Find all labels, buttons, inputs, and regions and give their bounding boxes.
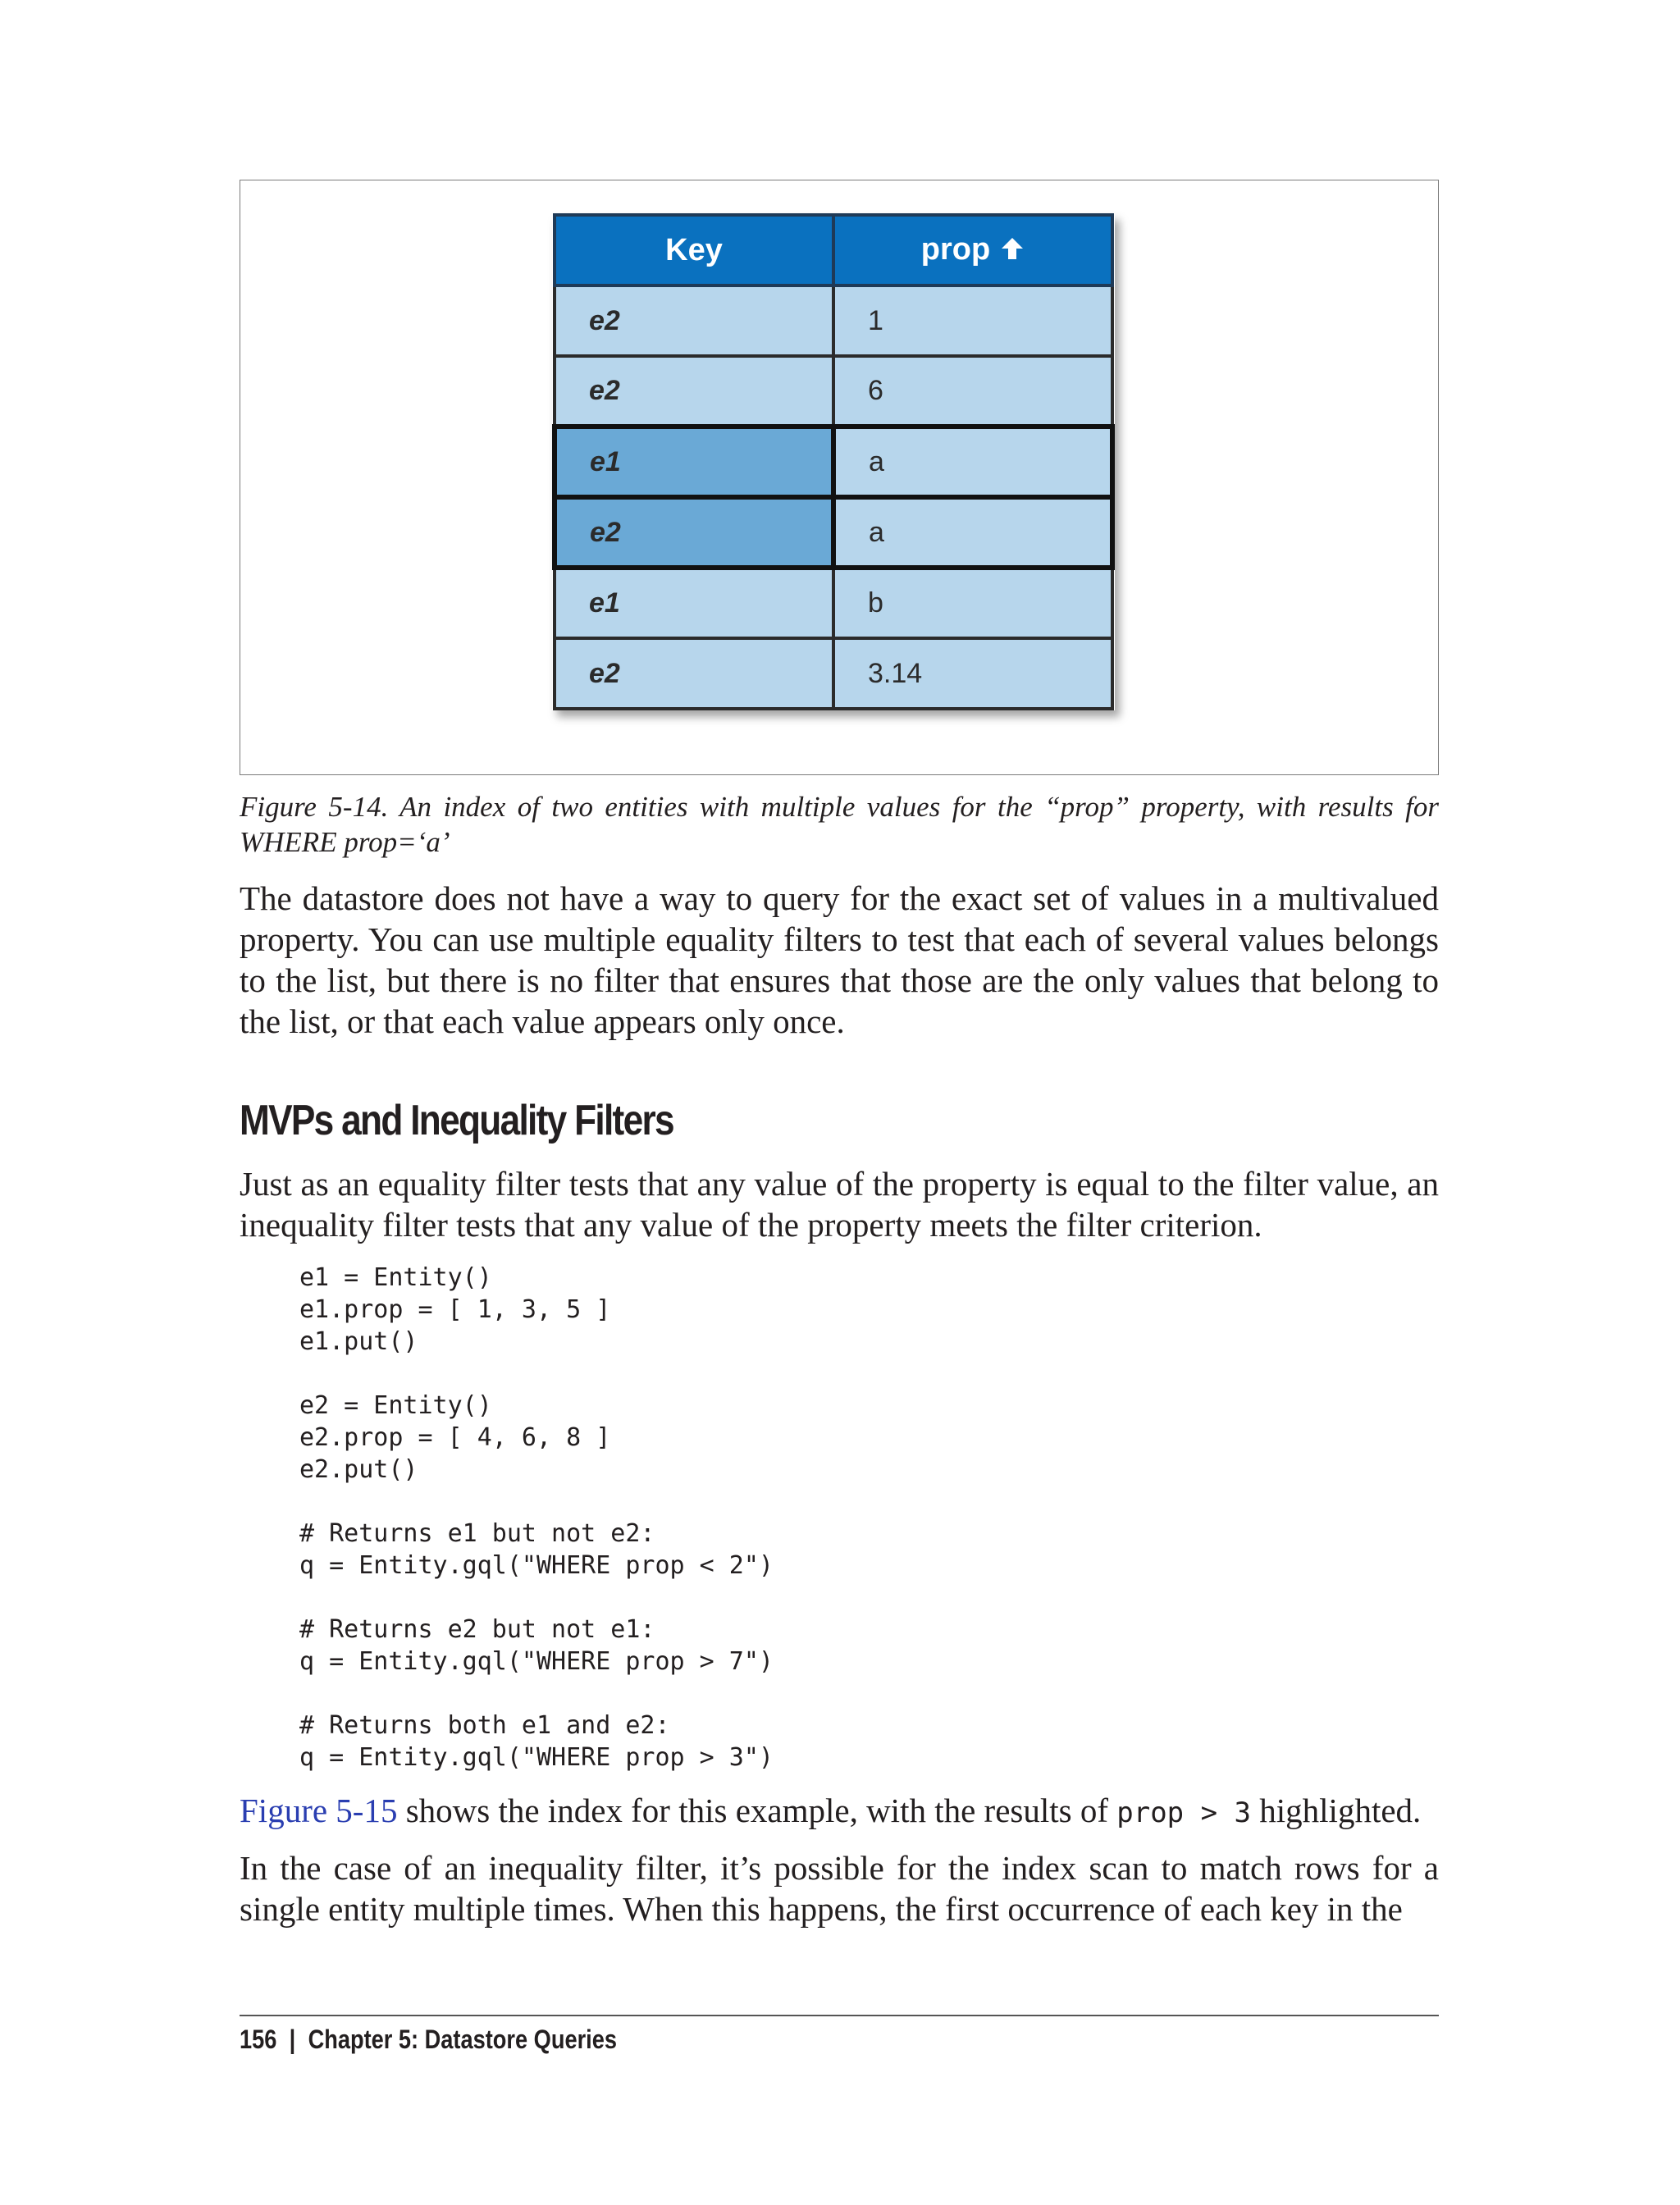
chapter-title: Chapter 5: Datastore Queries (308, 2025, 617, 2054)
index-row (555, 356, 1112, 427)
index-key-cell: e2 (555, 497, 833, 568)
paragraph-figure-ref: Figure 5-15 shows the index for this example, with the results of prop > 3 highlighted. (240, 1792, 1422, 1829)
page-number: 156 (240, 2025, 277, 2054)
index-row (555, 497, 1112, 568)
footer-divider (240, 2015, 1439, 2016)
figure-5-14 (240, 180, 1439, 775)
code-example: e1 = Entity() e1.prop = [ 1, 3, 5 ] e1.put() e2 = Entity() e2.prop = [ 4, 6, 8 ] e2.put() # Returns e1 but not e2: q = Entity.gql("WHERE prop < 2") # Returns e2 but not e1: q = Entity.gql("WHERE prop > 7") # Returns both e1 and e2: q = Entity.gql("WHERE prop > 3") (299, 1263, 774, 1772)
index-value-cell: b (833, 568, 1112, 638)
index-key-cell: e1 (555, 427, 833, 497)
index-key-cell: e1 (555, 568, 833, 638)
index-key-cell: e2 (555, 638, 833, 709)
paragraph-inequality-intro: Just as an equality filter tests that any value of the property is equal to the filter value, an inequality filter tests that any value of the property meets the filter criterion. (240, 1165, 1439, 1244)
arrow-up-icon (1000, 234, 1025, 269)
index-value-cell: 1 (833, 285, 1112, 356)
paragraph-inequality-scan: In the case of an inequality filter, it’s possible for the index scan to match rows for a single entity multiple times. When this happens, the first occurrence of each key in the (240, 1849, 1439, 1928)
prop-column-header: prop (833, 215, 1112, 285)
index-row (555, 568, 1112, 638)
footer-separator: | (289, 2025, 296, 2054)
index-row (555, 285, 1112, 356)
index-row (555, 427, 1112, 497)
paragraph-multivalued: The datastore does not have a way to query for the exact set of values in a multivalued property. You can use multiple equality filters to test that each of several values belongs to the list, but there is no filter that ensures that those are the only values that belong to the list, or that each value appears only once. (240, 879, 1439, 1040)
index-header-row (555, 215, 1112, 285)
index-key-cell: e2 (555, 285, 833, 356)
section-heading: MVPs and Inequality Filters (240, 1097, 673, 1144)
figure-5-15-link[interactable]: Figure 5-15 (240, 1792, 398, 1829)
index-value-cell: a (833, 497, 1112, 568)
figure-caption: Figure 5-14. An index of two entities with multiple values for the “prop” property, with results for WHERE prop=‘a’ (240, 791, 1439, 858)
page-footer (240, 2025, 617, 2055)
index-row (555, 638, 1112, 709)
key-column-header: Key (555, 215, 833, 285)
index-value-cell: 3.14 (833, 638, 1112, 709)
inline-code: prop > 3 (1116, 1796, 1252, 1829)
index-key-cell: e2 (555, 356, 833, 427)
index-value-cell: a (833, 427, 1112, 497)
index-value-cell: 6 (833, 356, 1112, 427)
index-table (552, 213, 1115, 710)
